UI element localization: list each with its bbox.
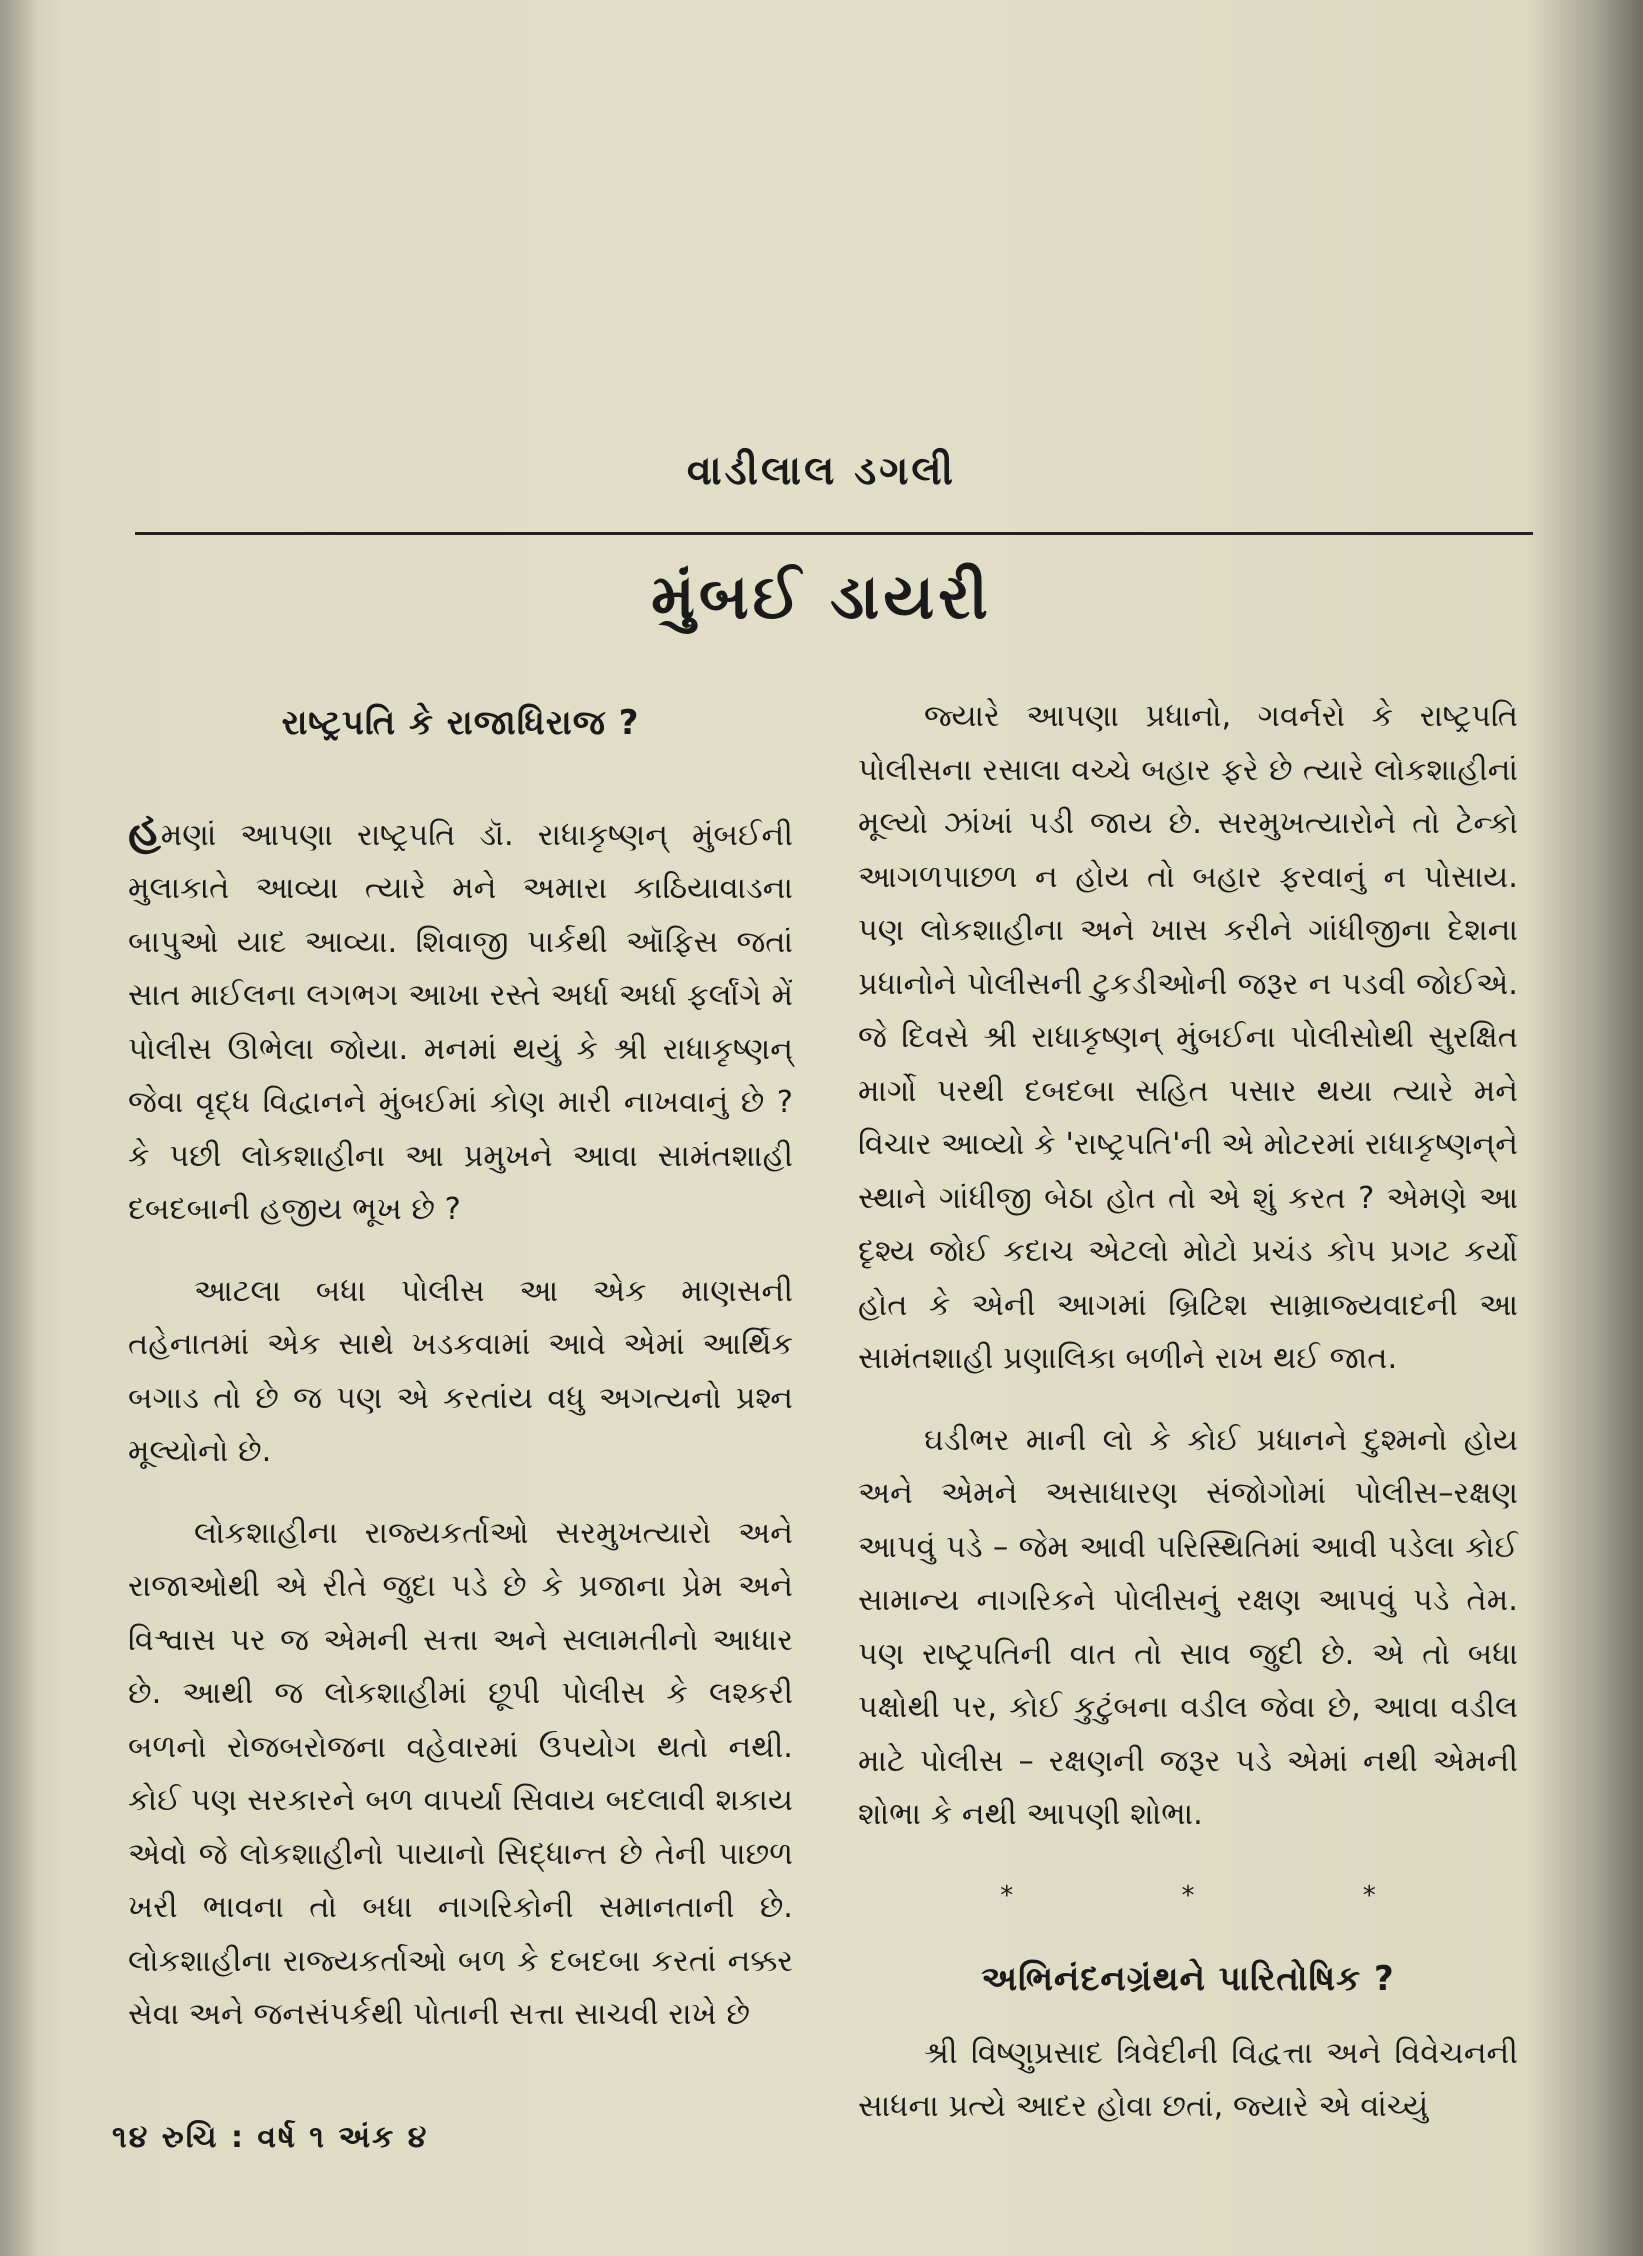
paragraph-text: મણાં આપણા રાષ્ટ્રપતિ ડૉ. રાધાકૃષ્ણન્ મુંબઈની મુલાકાતે આવ્યા ત્યારે મને અમારા કાઠિયાવાડના બાપુઓ યાદ આવ્યા. શિવાજી પાર્કથી ઑફિસ જતાં સાત માઈલના લગભગ આખા રસ્તે અર્ધા અર્ધા ફર્લાંગે મેં પોલીસ ઊભેલા જોયા. મનમાં થયું કે શ્રી રાધાકૃષ્ણન્ જેવા વૃદ્ધ વિદ્વાનને મુંબઈમાં કોણ મારી નાખવાનું છે ? કે પછી લોકશાહીના આ પ્રમુખને આવા સામંતશાહી દબદબાની હજીય ભૂખ છે ? [128,817,793,1227]
drop-cap: હ [128,801,161,856]
paragraph: ઘડીભર માની લો કે કોઈ પ્રધાનને દુશ્મનો હોય અને એમને અસાધારણ સંજોગોમાં પોલીસ–રક્ષણ આપવું પડે – જેમ આવી પરિસ્થિતિમાં આવી પડેલા કોઈ સામાન્ય નાગરિકને પોલીસનું રક્ષણ આપવું પડે તેમ. પણ રાષ્ટ્રપતિની વાત તો સાવ જુદી છે. એ તો બધા પક્ષોથી પર, કોઈ કુટુંબના વડીલ જેવા છે, આવા વડીલ માટે પોલીસ – રક્ષણની જરૂર પડે એમાં નથી એમની શોભા કે નથી આપણી શોભા. [858,1422,1518,1832]
section-separator: * * * [1000,1880,1376,1911]
paragraph: જ્યારે આપણા પ્રધાનો, ગવર્નરો કે રાષ્ટ્રપતિ પોલીસના રસાલા વચ્ચે બહાર ફરે છે ત્યારે લોકશાહીનાં મૂલ્યો ઝાંખાં પડી જાય છે. સરમુખત્યારોને તો ટેન્કો આગળપાછળ ન હોય તો બહાર ફરવાનું ન પોસાય. પણ લોકશાહીના અને ખાસ કરીને ગાંધીજીના દેશના પ્રધાનોને પોલીસની ટુકડીઓની જરૂર ન પડવી જોઈએ. જે દિવસે શ્રી રાધાકૃષ્ણન્ મુંબઈના પોલીસોથી સુરક્ષિત માર્ગો પરથી દબદબા સહિત પસાર થયા ત્યારે મને વિચાર આવ્યો કે 'રાષ્ટ્રપતિ'ની એ મોટરમાં રાધાકૃષ્ણન્‌ને સ્થાને ગાંધીજી બેઠા હોત તો એ શું કરત ? એમણે આ દૃશ્ય જોઈ કદાચ એટલો મોટો પ્રચંડ કોપ પ્રગટ કર્યો હોત કે એની આગમાં બ્રિટિશ સામ્રાજ્યવાદની આ સામંતશાહી પ્રણાલિકા બળીને રાખ થઈ જાત. [858,699,1518,1376]
left-column [128,685,793,2070]
section-heading: અભિનંદનગ્રંથને પારિતોષિક ? [981,1959,1395,1999]
article-title: મુંબઈ ડાયરી [651,560,992,633]
page-footer: ૧૪ રુચિ : વર્ષ ૧ અંક ૪ [112,2120,429,2155]
page-gutter-shadow [0,0,38,2256]
paragraph: આટલા બધા પોલીસ આ એક માણસની તહેનાતમાં એક સાથે ખડકવામાં આવે એમાં આર્થિક બગાડ તો છે જ પણ એ કરતાંય વધુ અગત્યનો પ્રશ્ન મૂલ્યોનો છે. [128,1273,793,1469]
paragraph: શ્રી વિષ્ણુપ્રસાદ ત્રિવેદીની વિદ્વત્તા અને વિવેચનની સાધના પ્રત્યે આદર હોવા છતાં, જ્યારે એ વાંચ્યું [858,2035,1518,2124]
header-rule [135,532,1533,535]
right-column [858,690,1518,2162]
paragraph [128,803,793,1237]
paragraph: લોકશાહીના રાજ્યકર્તાઓ સરમુખત્યારો અને રાજાઓથી એ રીતે જુદા પડે છે કે પ્રજાના પ્રેમ અને વિશ્વાસ પર જ એમની સત્તા અને સલામતીનો આધાર છે. આથી જ લોકશાહીમાં છૂપી પોલીસ કે લશ્કરી બળનો રોજબરોજના વહેવારમાં ઉપયોગ થતો નથી. કોઈ પણ સરકારને બળ વાપર્યા સિવાય બદલાવી શકાય એવો જે લોકશાહીનો પાયાનો સિદ્ધાન્ત છે તેની પાછળ ખરી ભાવના તો બધા નાગરિકોની સમાનતાની છે. લોકશાહીના રાજ્યકર્તાઓ બળ કે દબદબા કરતાં નક્કર સેવા અને જનસંપર્કથી પોતાની સત્તા સાચવી રાખે છે [128,1515,793,2032]
section-heading: રાષ્ટ્રપતિ કે રાજાધિરાજ ? [281,703,640,743]
author-name: વાડીલાલ ડગલી [686,448,957,494]
